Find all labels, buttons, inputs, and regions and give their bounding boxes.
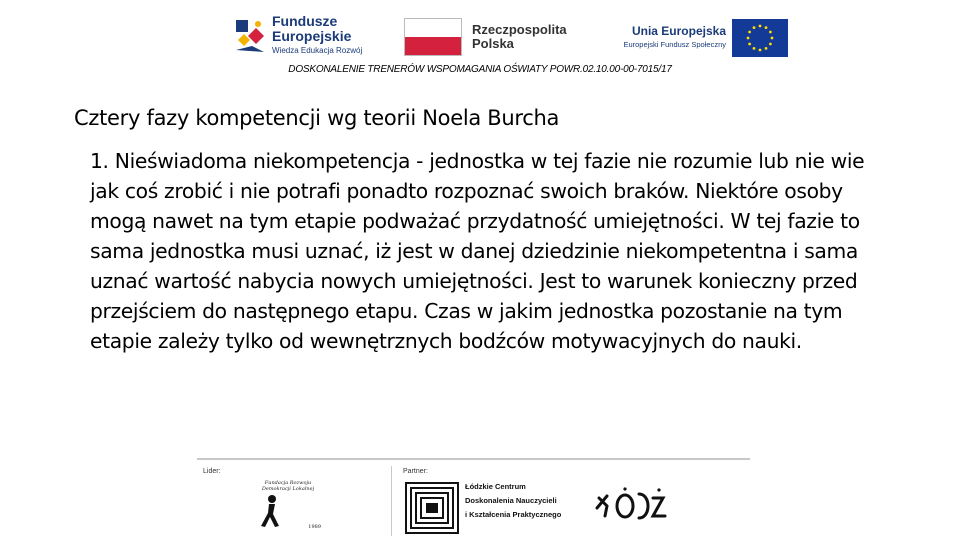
phase-body-text: - jednostka w tej fazie nie rozumie lub nie wie jak coś zrobić i nie potrafi ponadto rozpoznać swoich braków. Niektóre osoby mogą nawet na tym etapie podważać przydatność umiejętności. W tej fazie to sama jednostka musi uznać, iż jest w danej dziedzinie niekompetentna i sama uznać wartość nabycia nowych umiejętności. Jest to warunek konieczny przed przejściem do następnego etapu. Czas w jakim jednostka pozostanie na tym etapie zależy tylko od wewnętrznych bodźców motywacyjnych do nauki. — [90, 149, 865, 353]
lider-label: Lider: — [203, 468, 221, 475]
ue-logo-line1: Unia Europejska — [631, 24, 726, 38]
ldnikp-name-line3: i Kształcenia Praktycznego — [465, 510, 562, 519]
partner-label: Partner: — [403, 468, 428, 475]
lodz-city-logo — [595, 486, 667, 522]
eu-star-icon — [759, 25, 762, 28]
ldnikp-name — [465, 480, 561, 522]
project-code-line: DOSKONALENIE TRENERÓW WSPOMAGANIA OŚWIATY POWR.02.10.00-00-7015/17 — [288, 64, 672, 75]
fe-logo-line2: Europejskie — [272, 28, 352, 44]
footer-partner-bar — [197, 456, 750, 540]
slide-title: Cztery fazy kompetencji wg teorii Noela Burcha — [74, 106, 560, 130]
ldnikp-logo-icon — [405, 482, 459, 534]
header-logo-bar — [232, 12, 792, 60]
frdl-year: 1989 — [308, 524, 321, 530]
walking-figure-icon — [259, 494, 285, 528]
unia-europejska-logo — [602, 16, 792, 58]
eu-star-icon — [747, 37, 750, 40]
eu-star-icon — [769, 43, 772, 46]
eu-star-icon — [771, 37, 774, 40]
eu-star-icon — [753, 47, 756, 50]
eu-star-icon — [748, 43, 751, 46]
rp-logo-line1: Rzeczpospolita — [472, 22, 567, 37]
phase-heading: 1. Nieświadoma niekompetencja — [90, 149, 411, 173]
footer-divider — [197, 458, 750, 460]
eu-flag-icon — [732, 19, 788, 57]
rzeczpospolita-polska-logo — [404, 16, 567, 58]
fe-logo-line3: Wiedza Edukacja Rozwój — [272, 46, 363, 55]
eu-star-icon — [759, 49, 762, 52]
eu-star-icon — [748, 31, 751, 34]
eu-star-icon — [765, 47, 768, 50]
ldnikp-name-line2: Doskonalenia Nauczycieli — [465, 496, 557, 505]
footer-vertical-divider — [391, 466, 392, 536]
fundusze-europejskie-logo — [232, 12, 372, 58]
frdl-name: Fundacja Rozwoju Demokracji Lokalnej — [261, 480, 315, 492]
fe-logo-line1: Fundusze — [272, 13, 338, 29]
polish-flag-icon — [404, 18, 462, 56]
eu-star-icon — [765, 26, 768, 29]
ldnikp-name-line1: Łódzkie Centrum — [465, 482, 526, 491]
ue-logo-line2: Europejski Fundusz Społeczny — [623, 40, 726, 49]
eu-star-icon — [753, 26, 756, 29]
frdl-logo — [255, 476, 321, 532]
fundusze-europejskie-icon — [234, 16, 266, 54]
phase-description — [90, 146, 890, 356]
rp-logo-line2: Polska — [472, 36, 514, 51]
eu-star-icon — [769, 31, 772, 34]
